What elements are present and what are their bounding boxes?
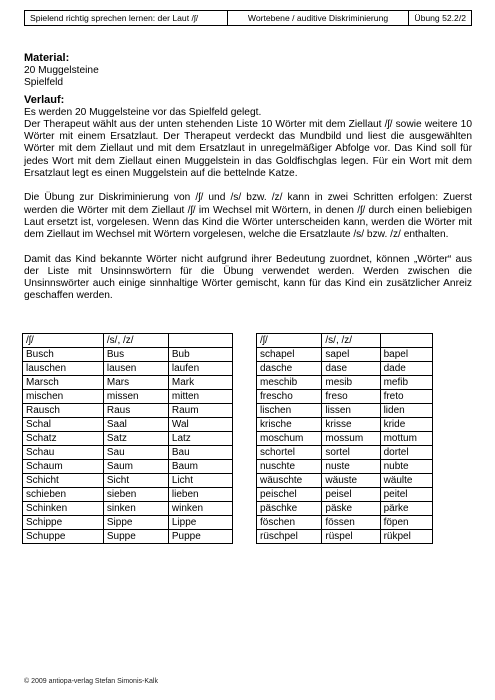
table-cell: lausen	[103, 362, 168, 376]
table-cell: Saal	[103, 418, 168, 432]
material-heading: Material:	[24, 52, 70, 64]
table-row	[257, 446, 433, 460]
column-header: /s/, /z/	[322, 334, 380, 348]
table-cell: päschke	[257, 502, 322, 516]
table-cell: moschum	[257, 432, 322, 446]
table-row	[257, 432, 433, 446]
table-cell: lissen	[322, 404, 380, 418]
table-cell: missen	[103, 390, 168, 404]
table-row	[257, 390, 433, 404]
verlauf-paragraph-1: Der Therapeut wählt aus der unten stehenden Liste 10 Wörter mit dem Ziellaut /ʃ/ sowie weitere 10 Wörter mit einem Ersatzlaut. Der Therapeut verdeckt das Mundbild und liest die ausgewählten Wörter mit dem Ziellaut und mit dem Ersatzlaut in unregelmäßiger Abfolge vor. Das Kind soll für jedes Wort mit dem Ziellaut einen Muggelstein in das Goldfischglas legen. Für ein Wort mit dem Ersatzlaut legt es einen Muggelstein auf die bettelnde Katze.	[24, 118, 472, 180]
table-row	[23, 502, 233, 516]
table-cell: sortel	[322, 446, 380, 460]
table-cell: Bau	[168, 446, 232, 460]
table-cell: bapel	[380, 348, 432, 362]
table-row	[257, 488, 433, 502]
table-row	[257, 418, 433, 432]
table-row	[23, 446, 233, 460]
table-cell: sieben	[103, 488, 168, 502]
table-row	[257, 474, 433, 488]
column-header: /ʃ/	[23, 334, 104, 348]
column-header: /ʃ/	[257, 334, 322, 348]
table-row	[257, 362, 433, 376]
table-cell: lauschen	[23, 362, 104, 376]
table-cell: peitel	[380, 488, 432, 502]
table-row	[257, 348, 433, 362]
table-cell: Latz	[168, 432, 232, 446]
table-cell: freto	[380, 390, 432, 404]
table-row	[257, 460, 433, 474]
table-row	[23, 474, 233, 488]
table-cell: Mars	[103, 376, 168, 390]
table-cell: Sau	[103, 446, 168, 460]
table-row	[257, 502, 433, 516]
column-header	[168, 334, 232, 348]
table-cell: mitten	[168, 390, 232, 404]
column-header: /s/, /z/	[103, 334, 168, 348]
header-exercise-number: Übung 52.2/2	[414, 13, 466, 23]
table-cell: wäuste	[322, 474, 380, 488]
table-cell: Schatz	[23, 432, 104, 446]
table-cell: mischen	[23, 390, 104, 404]
table-cell: lischen	[257, 404, 322, 418]
verlauf-paragraph-3: Damit das Kind bekannte Wörter nicht aufgrund ihrer Bedeutung zuordnet, können „Wörter“ aus der Liste mit Unsinnswörtern für die Übung verwendet werden. Werden zwischen die Unsinnswörter auch einige sinnhaltige Wörter gemischt, kann für das Kind ein zusätzlicher Anreiz geschaffen werden.	[24, 253, 472, 302]
table-cell: pärke	[380, 502, 432, 516]
table-cell: nuste	[322, 460, 380, 474]
table-cell: dase	[322, 362, 380, 376]
table-cell: Busch	[23, 348, 104, 362]
table-cell: föpen	[380, 516, 432, 530]
table-cell: Rausch	[23, 404, 104, 418]
table-cell: päske	[322, 502, 380, 516]
table-cell: Wal	[168, 418, 232, 432]
table-row	[23, 376, 233, 390]
table-cell: föschen	[257, 516, 322, 530]
table-row	[23, 362, 233, 376]
material-item: Spielfeld	[24, 77, 64, 89]
table-row	[23, 418, 233, 432]
table-row	[23, 530, 233, 544]
column-header	[380, 334, 432, 348]
table-row	[23, 488, 233, 502]
copyright-footer: © 2009 antiopa-verlag Stefan Simonis-Kalk	[24, 678, 158, 685]
table-cell: laufen	[168, 362, 232, 376]
table-cell: liden	[380, 404, 432, 418]
table-cell: nubte	[380, 460, 432, 474]
table-cell: Marsch	[23, 376, 104, 390]
table-header-row	[23, 334, 233, 348]
table-cell: Schal	[23, 418, 104, 432]
table-cell: mottum	[380, 432, 432, 446]
table-cell: sinken	[103, 502, 168, 516]
table-cell: peischel	[257, 488, 322, 502]
table-cell: rüschpel	[257, 530, 322, 544]
table-cell: mossum	[322, 432, 380, 446]
table-cell: freso	[322, 390, 380, 404]
material-item: 20 Muggelsteine	[24, 65, 99, 76]
table-cell: schortel	[257, 446, 322, 460]
header-subtitle: Wortebene / auditive Diskriminierung	[228, 11, 410, 25]
table-cell: sapel	[322, 348, 380, 362]
table-row	[23, 348, 233, 362]
table-cell: mefib	[380, 376, 432, 390]
table-cell: Schippe	[23, 516, 104, 530]
table-cell: dasche	[257, 362, 322, 376]
verlauf-intro: Es werden 20 Muggelsteine vor das Spielfeld gelegt.	[24, 106, 262, 118]
table-cell: Licht	[168, 474, 232, 488]
instructions	[24, 52, 472, 303]
table-header-row	[257, 334, 433, 348]
table-cell: Schuppe	[23, 530, 104, 544]
table-cell: krisse	[322, 418, 380, 432]
table-cell: Bub	[168, 348, 232, 362]
table-row	[23, 516, 233, 530]
verlauf-paragraph-2: Die Übung zur Diskriminierung von /ʃ/ und /s/ bzw. /z/ kann in zwei Schritten erfolgen: Zuerst werden die Wörter mit dem Ziellaut /ʃ/ im Wechsel mit Wörtern, in denen /ʃ/ durch einen beliebigen Laut ersetzt ist, vorgelesen. Wenn das Kind die Wörter unterscheiden kann, werden die Wörter mit dem Ziellaut im Wechsel mit Wörtern vorgelesen, welche die Ersatzlaute /s/ bzw. /z/ enthalten.	[24, 192, 472, 241]
table-cell: kride	[380, 418, 432, 432]
table-cell: winken	[168, 502, 232, 516]
table-cell: Schaum	[23, 460, 104, 474]
table-cell: wäuschte	[257, 474, 322, 488]
table-cell: Schau	[23, 446, 104, 460]
table-cell: Suppe	[103, 530, 168, 544]
table-cell: Schinken	[23, 502, 104, 516]
table-cell: Saum	[103, 460, 168, 474]
header-title: Spielend richtig sprechen lernen: der Laut /ʃ/	[25, 11, 228, 25]
table-cell: wäulte	[380, 474, 432, 488]
table-cell: Schicht	[23, 474, 104, 488]
table-cell: Baum	[168, 460, 232, 474]
table-cell: peisel	[322, 488, 380, 502]
table-cell: frescho	[257, 390, 322, 404]
table-cell: mesib	[322, 376, 380, 390]
table-row	[257, 376, 433, 390]
table-cell: Puppe	[168, 530, 232, 544]
page-header	[24, 10, 472, 26]
verlauf-heading: Verlauf:	[24, 93, 65, 106]
table-cell: dade	[380, 362, 432, 376]
table-cell: Satz	[103, 432, 168, 446]
table-row	[257, 404, 433, 418]
table-cell: Sippe	[103, 516, 168, 530]
table-cell: Lippe	[168, 516, 232, 530]
table-row	[257, 530, 433, 544]
table-row	[23, 460, 233, 474]
table-cell: rükpel	[380, 530, 432, 544]
table-cell: meschib	[257, 376, 322, 390]
table-cell: schieben	[23, 488, 104, 502]
table-row	[23, 390, 233, 404]
table-cell: Mark	[168, 376, 232, 390]
table-cell: rüspel	[322, 530, 380, 544]
table-row	[257, 516, 433, 530]
table-cell: Bus	[103, 348, 168, 362]
table-cell: Raum	[168, 404, 232, 418]
table-cell: schapel	[257, 348, 322, 362]
table-cell: krische	[257, 418, 322, 432]
word-table-nonsense-words	[256, 333, 433, 544]
table-cell: lieben	[168, 488, 232, 502]
table-row	[23, 404, 233, 418]
table-cell: fössen	[322, 516, 380, 530]
table-row	[23, 432, 233, 446]
word-table-real-words	[22, 333, 233, 544]
table-cell: Raus	[103, 404, 168, 418]
table-cell: dortel	[380, 446, 432, 460]
table-cell: Sicht	[103, 474, 168, 488]
table-cell: nuschte	[257, 460, 322, 474]
